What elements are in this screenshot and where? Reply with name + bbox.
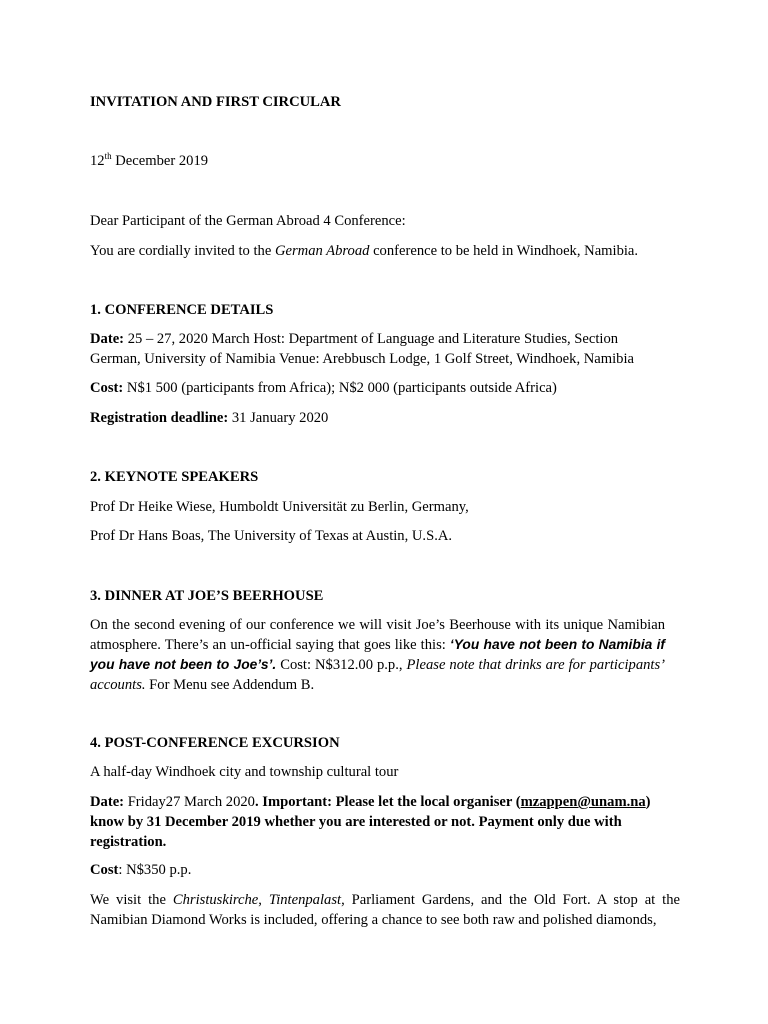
section-2-heading: 2. KEYNOTE SPEAKERS — [90, 469, 259, 485]
drinks-note: Please note that drinks are for participants’ accounts. — [90, 657, 666, 693]
christuskirche: Christuskirche — [172, 892, 259, 908]
greeting: Dear Participant of the German Abroad 4 Conference: — [90, 213, 406, 229]
intro-text: You are cordially invited to the — [90, 243, 275, 259]
intro-text-end: conference to be held in Windhoek, Namibia. — [369, 243, 639, 259]
cost-paragraph — [90, 378, 662, 398]
keynote-speaker: Prof Dr Heike Wiese, Humboldt Universität zu Berlin, Germany, — [90, 499, 469, 515]
deadline-text: 31 January 2020 — [228, 410, 329, 426]
section-4-heading: 4. POST-CONFERENCE EXCURSION — [90, 735, 340, 751]
tintenpalast: Tintenpalast — [268, 892, 342, 908]
section-1-heading: 1. CONFERENCE DETAILS — [90, 302, 274, 318]
visit-text: We visit the — [90, 892, 173, 908]
date-rest: December 2019 — [111, 153, 209, 169]
circular-date — [90, 151, 662, 171]
excursion-date-label: Date: — [90, 794, 125, 810]
visit-text: , — [258, 892, 269, 908]
registration-deadline-paragraph — [90, 408, 662, 428]
date-suffix: th — [104, 151, 112, 161]
joes-saying: ‘You have not been to Namibia if you have not been to Joe’s’. — [90, 637, 666, 672]
dinner-cost: Cost: N$312.00 p.p., — [276, 657, 407, 673]
date-day: 12 — [90, 153, 105, 169]
keynote-speaker: Prof Dr Hans Boas, The University of Texas at Austin, U.S.A. — [90, 528, 453, 544]
intro-conference-name: German Abroad — [274, 243, 370, 259]
dinner-paragraph — [90, 615, 665, 695]
excursion-cost-label: Cost — [90, 862, 119, 878]
organiser-email-link[interactable]: mzappen@unam.na — [520, 794, 646, 810]
visit-text: , Parliament Gardens, and the Old Fort. A stop at the Namibian Diamond Works is included, offering a chance to see both raw and polished diamonds, — [90, 892, 681, 928]
section-3-heading: 3. DINNER AT JOE’S BEERHOUSE — [90, 588, 324, 604]
excursion-date-text: Friday27 March 2020 — [124, 794, 255, 810]
excursion-description — [90, 890, 680, 930]
date-host-venue-text: 25 – 27, 2020 March Host: Department of Language and Literature Studies, Section German, University of Namibia Venue: Arebbusch Lodge, 1 Golf Street, Windhoek, Namibia — [90, 331, 634, 367]
important-notice: . Important: Please let the local organiser ( — [254, 794, 521, 810]
excursion-cost-text: : N$350 p.p. — [118, 862, 192, 878]
important-notice-rest: ) know by 31 December 2019 whether you are interested or not. Payment only due with registration. — [90, 794, 651, 850]
deadline-label: Registration deadline: — [90, 410, 229, 426]
excursion-subtitle: A half-day Windhoek city and township cultural tour — [90, 764, 399, 780]
excursion-date-paragraph — [90, 792, 670, 852]
intro-paragraph — [90, 241, 662, 261]
document-title: INVITATION AND FIRST CIRCULAR — [90, 94, 341, 110]
date-label: Date: — [90, 331, 125, 347]
menu-reference: For Menu see Addendum B. — [145, 677, 315, 693]
cost-text: N$1 500 (participants from Africa); N$2 000 (participants outside Africa) — [123, 380, 557, 396]
excursion-cost-paragraph — [90, 860, 662, 880]
dinner-text: On the second evening of our conference we will visit Joe’s Beerhouse with its unique Namibian atmosphere. There’s an un-official saying that goes like this: — [90, 617, 665, 653]
cost-label: Cost: — [90, 380, 124, 396]
conference-details-paragraph — [90, 329, 662, 369]
